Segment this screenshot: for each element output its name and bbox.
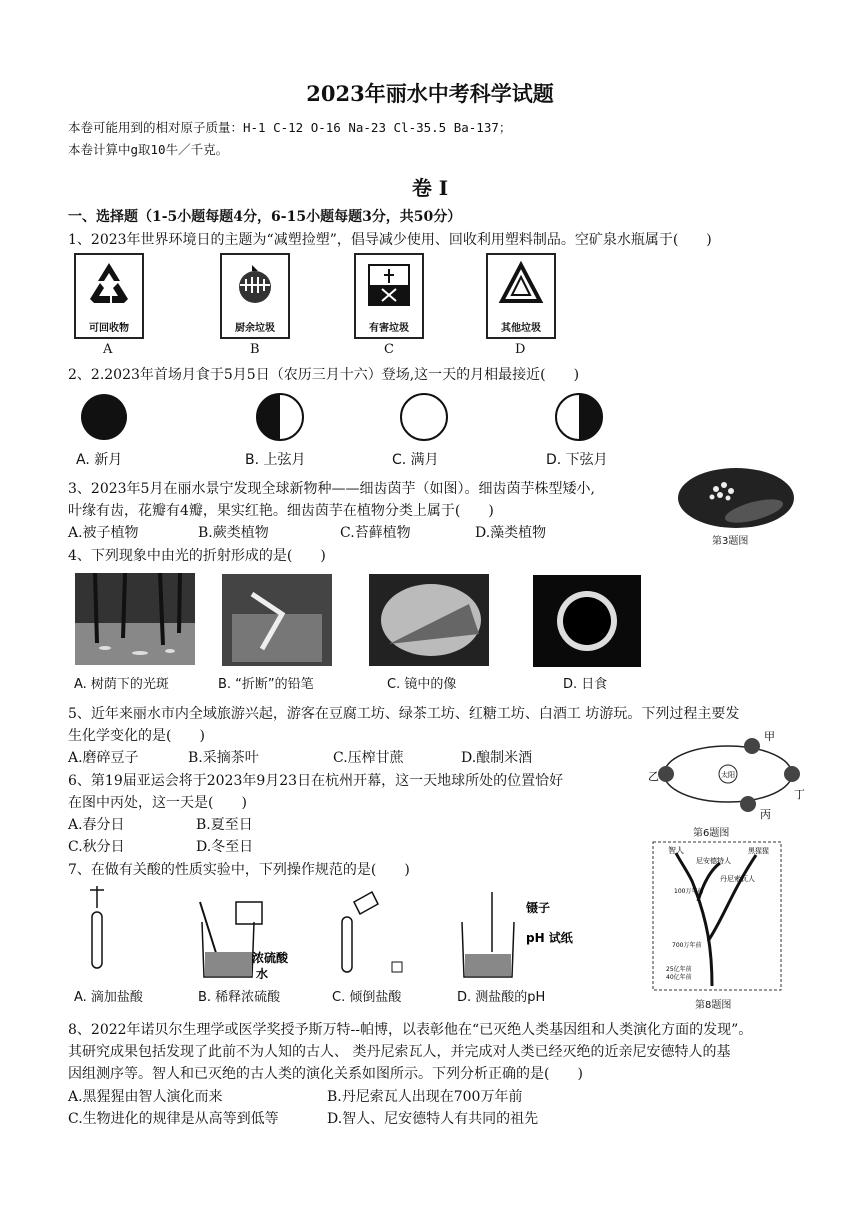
q7-label-a: A. 滴加盐酸	[74, 990, 143, 1005]
q8-option-c: C.生物进化的规律是从高等到低等	[68, 1111, 279, 1127]
earth-bing	[740, 796, 756, 812]
q8-option-b: B.丹尼索瓦人出现在700万年前	[327, 1089, 523, 1105]
question-3-line2: 叶缘有齿，花瓣有4瓣，果实红艳。细齿茵芋在植物分类上属于( )	[68, 503, 494, 519]
note-atomic-mass: 本卷可能用到的相对原子质量：H-1 C-12 O-16 Na-23 Cl-35.5 Ba-137；	[68, 120, 512, 135]
tree-label-neanderthal: 尼安德特人	[696, 857, 731, 865]
q7-label-b: B. 稀释浓硫酸	[198, 990, 281, 1005]
lab-operations-figure	[72, 882, 652, 982]
earth-ding	[784, 766, 800, 782]
figure-6-caption: 第6题图	[693, 828, 730, 839]
earth-jia	[744, 738, 760, 754]
position-bing: 丙	[760, 808, 771, 820]
fish-bone-icon	[222, 255, 288, 315]
position-jia: 甲	[764, 730, 775, 743]
option-letter-d: D	[515, 342, 526, 357]
q7-label-c: C. 倾倒盐酸	[332, 990, 402, 1005]
question-5-line2: 生化学变化的是( )	[68, 728, 205, 744]
bin-other	[486, 253, 556, 339]
bin-label: 其他垃圾	[501, 323, 541, 334]
full-moon-icon	[401, 394, 447, 440]
sun-label: 太阳	[721, 771, 735, 779]
tree-label-chimp: 黑猩猩	[748, 847, 769, 855]
q5-option-c: C.压榨甘蔗	[333, 750, 404, 766]
q7-label-d: D. 测盐酸的pH	[457, 990, 546, 1005]
photo-bent-pencil	[222, 574, 332, 666]
option-letter-c: C	[384, 342, 394, 357]
section-heading: 一、选择题（1-5小题每题4分，6-15小题每题3分，共50分）	[68, 209, 462, 225]
page-title: 2023年丽水中考科学试题	[306, 81, 554, 106]
tree-label-4byr: 40亿年前	[666, 974, 692, 981]
q4-label-a: A. 树荫下的光斑	[74, 677, 169, 692]
figure-3-caption: 第3题图	[712, 536, 749, 547]
question-8-line1: 8、2022年诺贝尔生理学或医学奖授予斯万特--帕博，以表彰他在“已灭绝人类基因组和人类演化方面的发现”。	[68, 1022, 753, 1038]
tree-label-1myr: 100万年前	[674, 888, 704, 895]
bin-recyclable	[74, 253, 144, 339]
evolution-tree-figure	[652, 841, 782, 991]
q6-option-d: D.冬至日	[196, 839, 254, 855]
question-7-stem: 7、在做有关酸的性质实验中，下列操作规范的是( )	[68, 862, 410, 878]
q5-option-a: A.磨碎豆子	[68, 750, 139, 766]
q4-label-c: C. 镜中的像	[387, 677, 457, 692]
note-gravity: 本卷计算中g取10牛／千克。	[68, 142, 229, 157]
photo-mirror-image	[369, 574, 489, 666]
question-4-stem: 4、下列现象中由光的折射形成的是( )	[68, 548, 326, 564]
hazard-icon	[356, 255, 422, 315]
q6-option-b: B.夏至日	[196, 817, 253, 833]
moon-label-d: D. 下弦月	[546, 452, 608, 468]
annotation-sulfuric-acid: 浓硫酸	[252, 951, 289, 965]
question-5-line1: 5、近年来丽水市内全域旅游兴起，游客在豆腐工坊、绿茶工坊、红糖工坊、白酒工 坊游玩。下列过程主要发	[68, 706, 740, 722]
option-letter-b: B	[250, 342, 260, 357]
q3-option-b: B.蕨类植物	[198, 525, 269, 541]
q6-option-a: A.春分日	[68, 817, 125, 833]
new-moon-icon	[81, 394, 127, 440]
annotation-water: 水	[256, 967, 269, 981]
moon-label-b: B. 上弦月	[245, 452, 306, 468]
q8-option-d: D.智人、尼安德特人有共同的祖先	[327, 1111, 539, 1127]
q5-option-b: B.采摘茶叶	[188, 750, 259, 766]
figure-8-caption: 第8题图	[695, 1000, 732, 1011]
q4-label-d: D. 日食	[563, 677, 608, 692]
earth-orbit-diagram	[648, 728, 808, 820]
question-2-stem: 2、2.2023年首场月食于5月5日（农历三月十六）登场,这一天的月相最接近( )	[68, 367, 580, 383]
bin-food-waste	[220, 253, 290, 339]
photo-tree-shade	[75, 573, 195, 665]
bin-label: 可回收物	[89, 323, 129, 334]
triangle-icon	[488, 255, 554, 315]
question-6-line2: 在图中丙处，这一天是( )	[68, 795, 247, 811]
moon-label-c: C. 满月	[392, 452, 439, 468]
question-8-line3: 因组测序等。智人和已灭绝的古人类的演化关系如图所示。下列分析正确的是( )	[68, 1066, 583, 1082]
bin-label: 有害垃圾	[369, 323, 409, 334]
bin-label: 厨余垃圾	[235, 323, 275, 334]
bin-hazardous	[354, 253, 424, 339]
tree-label-7myr: 700万年前	[672, 942, 702, 949]
photo-solar-eclipse	[533, 575, 641, 667]
q5-option-d: D.酿制米酒	[461, 750, 533, 766]
recycle-icon	[76, 255, 142, 315]
q3-option-d: D.藻类植物	[475, 525, 547, 541]
question-6-line1: 6、第19届亚运会将于2023年9月23日在杭州开幕，这一天地球所处的位置恰好	[68, 773, 564, 789]
moon-phases-figure	[80, 390, 620, 446]
question-3-line1: 3、2023年5月在丽水景宁发现全球新物种——细齿茵芋（如图）。细齿茵芋株型矮小,	[68, 481, 595, 497]
q4-label-b: B. “折断”的铅笔	[218, 677, 314, 692]
annotation-ph-paper: pH 试纸	[526, 931, 573, 945]
moon-label-a: A. 新月	[76, 452, 123, 468]
q6-option-c: C.秋分日	[68, 839, 125, 855]
earth-yi	[658, 766, 674, 782]
tree-label-denisovan: 丹尼索瓦人	[720, 875, 755, 883]
tree-label-sapiens: 智人	[668, 846, 684, 855]
q3-option-c: C.苔藓植物	[340, 525, 411, 541]
question-1-stem: 1、2023年世界环境日的主题为“减塑捡塑”，倡导减少使用、回收利用塑料制品。空矿泉水瓶属于( )	[68, 232, 712, 248]
position-yi: 乙	[648, 770, 659, 783]
position-ding: 丁	[794, 788, 805, 801]
option-letter-a: A	[103, 342, 113, 357]
volume-heading: 卷 I	[411, 176, 449, 200]
q8-option-a: A.黑猩猩由智人演化而来	[68, 1089, 223, 1105]
question-8-line2: 其研究成果包括发现了此前不为人知的古人、 类丹尼索瓦人，并完成对人类已经灭绝的近亲尼安德特人的基	[68, 1044, 731, 1060]
q3-option-a: A.被子植物	[68, 525, 139, 541]
tree-label-2-5byr: 25亿年前	[666, 966, 692, 973]
annotation-tweezers: 镊子	[526, 901, 551, 915]
plant-photo	[676, 467, 796, 529]
